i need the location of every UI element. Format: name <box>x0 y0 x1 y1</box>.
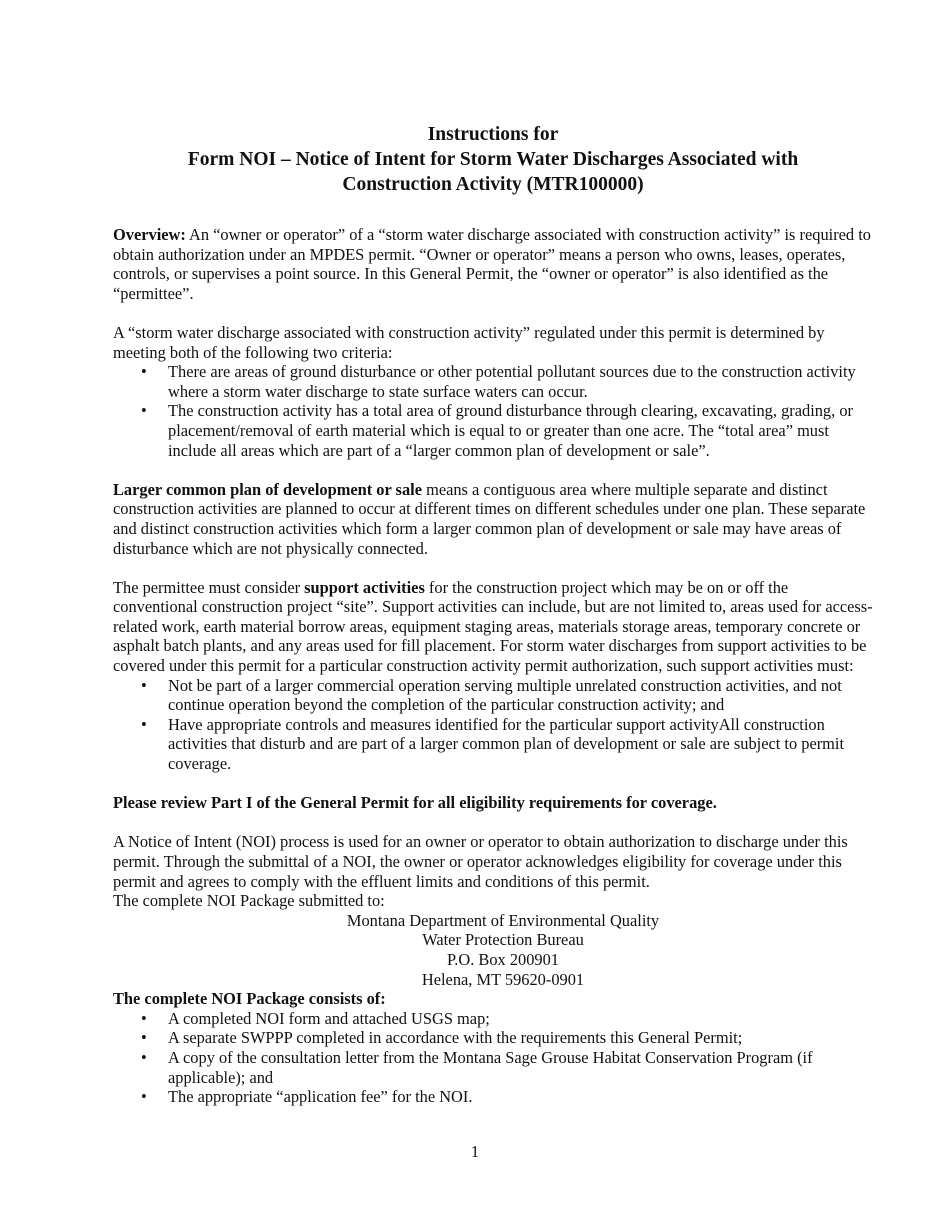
mailing-address <box>113 911 873 989</box>
document-title <box>113 122 873 197</box>
address-line-1: Montana Department of Environmental Quality <box>346 910 660 930</box>
bullet-icon: • <box>141 1028 147 1048</box>
title-line-1: Instructions for <box>427 124 559 145</box>
list-item: • The appropriate “application fee” for the NOI. <box>141 1087 473 1107</box>
review-note: Please review Part I of the General Permit for all eligibility requirements for coverage. <box>113 793 717 813</box>
title-line-2: Form NOI – Notice of Intent for Storm Water Discharges Associated with <box>187 149 799 170</box>
address-line-2: Water Protection Bureau <box>422 930 584 950</box>
larger-plan-paragraph <box>113 480 873 558</box>
larger-plan-text: means a contiguous area where multiple separate and distinct construction activities are planned to occur at different times on different schedules under one plan. These separate and distinct construction activities which form a larger common plan of development or sale may have areas of disturbance which are not physically connected. <box>113 479 866 558</box>
criteria-intro: A “storm water discharge associated with construction activity” regulated under this permit is determined by meeting both of the following two criteria: <box>113 322 825 362</box>
noi-process-paragraph: A Notice of Intent (NOI) process is used for an owner or operator to obtain authorization to discharge under this permit. Through the submittal of a NOI, the owner or operator acknowledges eligibility for coverage under this permit and agrees to comply with the effluent limits and conditions of this permit. <box>113 832 848 891</box>
support-paragraph: The permittee must consider support activities for the construction project which may be on or off the conventional construction project “site”. Support activities can include, but are not limited to, areas used for access-related work, earth material borrow areas, equipment staging areas, materials storage areas, temporary concrete or asphalt batch plants, and any areas used for fill placement. For storm water discharges from support activities to be covered under this permit for a particular construction activity permit authorization, such support activities must: <box>113 577 873 676</box>
criteria-list <box>113 362 873 460</box>
address-line-3: P.O. Box 200901 <box>446 949 560 969</box>
page-number: 1 <box>470 1142 480 1161</box>
list-item: • The construction activity has a total area of ground disturbance through clearing, excavating, grading, or placement/removal of earth material which is equal to or greater than one acre. The “total area” must include all areas which are part of a “larger common plan of development or sale”. <box>141 401 853 460</box>
bullet-icon: • <box>141 401 147 421</box>
list-item: • A separate SWPPP completed in accordance with the requirements this General Permit; <box>141 1028 743 1048</box>
bullet-icon: • <box>141 1087 147 1107</box>
list-item: • There are areas of ground disturbance or other potential pollutant sources due to the construction activity where a storm water discharge to state surface waters can occur. <box>141 362 856 401</box>
package-list <box>113 1009 873 1107</box>
list-item: • Not be part of a larger commercial operation serving multiple unrelated construction activities, and not continue operation beyond the completion of the particular construction activity; and <box>141 675 842 715</box>
address-line-4: Helena, MT 59620-0901 <box>421 969 585 989</box>
title-line-3: Construction Activity (MTR100000) <box>342 174 644 195</box>
submitted-to-line: The complete NOI Package submitted to: <box>113 891 385 911</box>
bullet-icon: • <box>141 1008 147 1028</box>
support-label: support activities <box>304 577 425 597</box>
overview-paragraph <box>113 225 873 303</box>
larger-plan-label: Larger common plan of development or sale <box>113 479 422 499</box>
list-item: • Have appropriate controls and measures identified for the particular support activityAll construction activities that disturb and are part of a larger common plan of development or sale are subject to permit coverage. <box>141 714 845 774</box>
bullet-icon: • <box>141 362 147 382</box>
overview-label: Overview: <box>113 225 186 244</box>
bullet-icon: • <box>141 675 147 695</box>
list-item: • A completed NOI form and attached USGS map; <box>141 1008 490 1028</box>
list-item: • A copy of the consultation letter from the Montana Sage Grouse Habitat Conservation Program (if applicable); and <box>141 1047 813 1087</box>
bullet-icon: • <box>141 1047 147 1067</box>
page-content <box>113 122 873 1107</box>
package-heading: The complete NOI Package consists of: <box>113 989 386 1009</box>
overview-text: An “owner or operator” of a “storm water discharge associated with construction activity” is required to obtain authorization under an MPDES permit. “Owner or operator” means a person who owns, leases, operates, controls, or supervises a point source. In this General Permit, the “owner or operator” is also identified as the “permittee”. <box>113 225 871 303</box>
bullet-icon: • <box>141 714 147 734</box>
support-list <box>113 676 873 774</box>
